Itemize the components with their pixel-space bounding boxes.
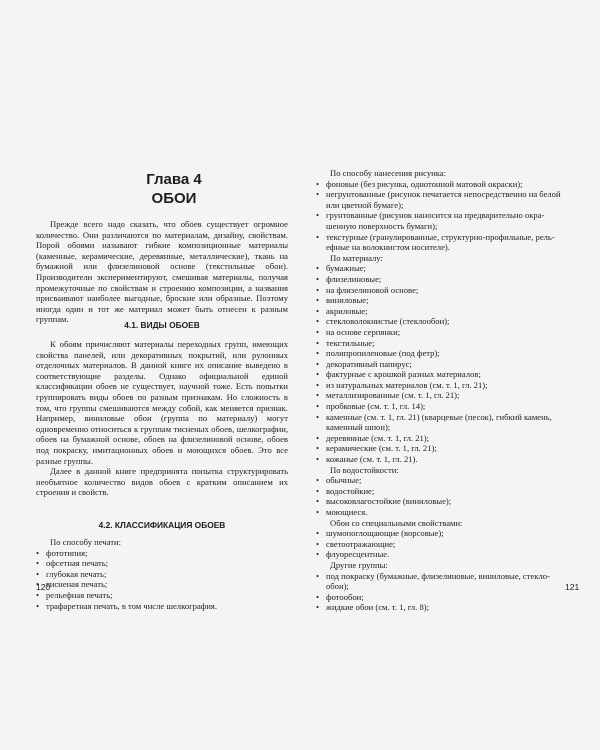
list-item: • глубокая печать; (36, 569, 288, 580)
list-item: • офсетная печать; (36, 558, 288, 569)
list-item: • текстильные; (316, 338, 570, 349)
list-item: • тисненая печать; (36, 579, 288, 590)
print-method-list (36, 537, 288, 611)
intro-block (36, 219, 288, 325)
list-item-continuation: шенную поверхность бумаги); (326, 220, 438, 231)
application-method-heading: По способу нанесения рисунка: (330, 168, 446, 178)
list-item: • виниловые; (316, 295, 570, 306)
list-item: • водостойкие; (316, 486, 570, 497)
list-item: • из натуральных материалов (см. т. 1, гл. 21); (316, 380, 570, 391)
list-item: • фотообои; (316, 592, 570, 603)
list-item: • керамические (см. т. 1, гл. 21); (316, 443, 570, 454)
print-method-heading: По способу печати: (50, 537, 122, 547)
material-heading: По материалу: (330, 252, 383, 263)
list-item: • высоковлагостойкие (виниловые); (316, 496, 570, 507)
section-1-paragraph-2: Далее в данной книге предпринята попытка структурировать необъятное количество видов обоев с кратким описанием их строения и свойств. (36, 466, 288, 498)
list-item: • рельефная печать; (36, 590, 288, 601)
list-item: • трафаретная печать, в том числе шелкография. (36, 601, 288, 612)
intro-paragraph: Прежде всего надо сказать, что обоев существует огромное количество. Они различаются по материалам, дизайну, свойствам. Порой обоями называют гибкие композиционные материалы (каменные, керамические, деревянные, металлические), ткань на бумажной или флизелиновой основе (текстильные обои). Производители экспериментируют, смешивая материалы, получая промежуточные по свойствам и строению композиции, а названия присваивают наиболее выгодные, броские или образные. Поэтому иногда один и тот же материал может быть отнесен к разным группам. (36, 219, 288, 325)
right-page (300, 0, 600, 750)
list-item: • шумопоглощающие (ворсовые); (316, 528, 570, 539)
page-number-right: 121 (565, 582, 580, 592)
list-item-continuation: или цветной бумаге); (326, 199, 404, 210)
list-item: • стекловолокнистые (стеклообои); (316, 316, 570, 327)
list-item: • фототипия; (36, 548, 288, 559)
right-column (316, 168, 570, 613)
list-item: • негрунтованные (рисунок печатается непосредственно на белой (316, 189, 570, 200)
list-item: • фактурные с крошкой разных материалов; (316, 369, 570, 380)
list-item: • на флизелиновой основе; (316, 285, 570, 296)
list-item: • деревянные (см. т. 1, гл. 21); (316, 433, 570, 444)
list-item: • фоновые (без рисунка, однотонной матовой окраски); (316, 179, 570, 190)
list-item: • жидкие обои (см. т. 1, гл. 8); (316, 602, 570, 613)
list-item: • обычные; (316, 475, 570, 486)
list-item: • бумажные; (316, 263, 570, 274)
list-item: • флуоресцентные. (316, 549, 570, 560)
list-item: • акриловые; (316, 306, 570, 317)
list-item-continuation: обои); (326, 581, 349, 592)
list-item-continuation: ефные на волокнистом носителе). (326, 242, 450, 253)
list-item: • грунтованные (рисунок наносится на предварительно окра- (316, 210, 570, 221)
list-item: • пробковые (см. т. 1, гл. 14); (316, 401, 570, 412)
list-item: • под покраску (бумажные, флизелиновые, виниловые, стекло- (316, 571, 570, 582)
list-item: • моющиеся. (316, 507, 570, 518)
chapter-label: Глава 4 (146, 171, 202, 188)
other-groups-heading: Другие группы: (330, 559, 388, 570)
section-1-paragraph-1: К обоям причисляют материалы переходных групп, имеющих свойства панелей, или декоративных покрытий, или рулонных отделочных материалов. В данной книге их описание выведено в соответствующие разделы. Однако официальной единой классификации обоев не существует, научной тоже. Есть попытки группировать виды обоев по разным признакам. Но сложность в том, что группы смешиваются между собой, как меняется признак. Например, виниловые обои (группа по материалу) могут одновременно относиться к группам тисненых обоев, шелкографии, обоев на бумажной основе, обоев на флизелиновой основе, обоев под покраску, имитационных обоев и моющихся обоев. Это все разные группы. (36, 339, 288, 466)
section-1-body (36, 339, 288, 498)
list-item: • текстурные (гранулированные, структурно-профильные, рель- (316, 232, 570, 243)
section-1-heading: 4.1. ВИДЫ ОБОЕВ (124, 320, 200, 330)
list-item-continuation: каменный шпон); (326, 422, 391, 433)
list-item: • светоотражающие; (316, 539, 570, 550)
list-item: • кожаные (см. т. 1, гл. 21). (316, 454, 570, 465)
chapter-heading (60, 170, 288, 208)
list-item: • каменные (см. т. 1, гл. 21) (кварцевые (песок), гибкий камень, (316, 412, 570, 423)
water-resistance-heading: По водостойкости: (330, 464, 399, 475)
special-properties-heading: Обои со специальными свойствами: (330, 517, 463, 528)
page-number-left: 120 (36, 582, 51, 592)
list-item: • металлизированные (см. т. 1, гл. 21); (316, 390, 570, 401)
list-item: • полипропиленовые (под фетр); (316, 348, 570, 359)
list-item: • на основе серпянки; (316, 327, 570, 338)
list-item: • флизелиновые; (316, 274, 570, 285)
list-item: • декоративный папирус; (316, 359, 570, 370)
chapter-title: ОБОИ (151, 190, 197, 207)
section-2-heading: 4.2. КЛАССИФИКАЦИЯ ОБОЕВ (98, 520, 226, 530)
